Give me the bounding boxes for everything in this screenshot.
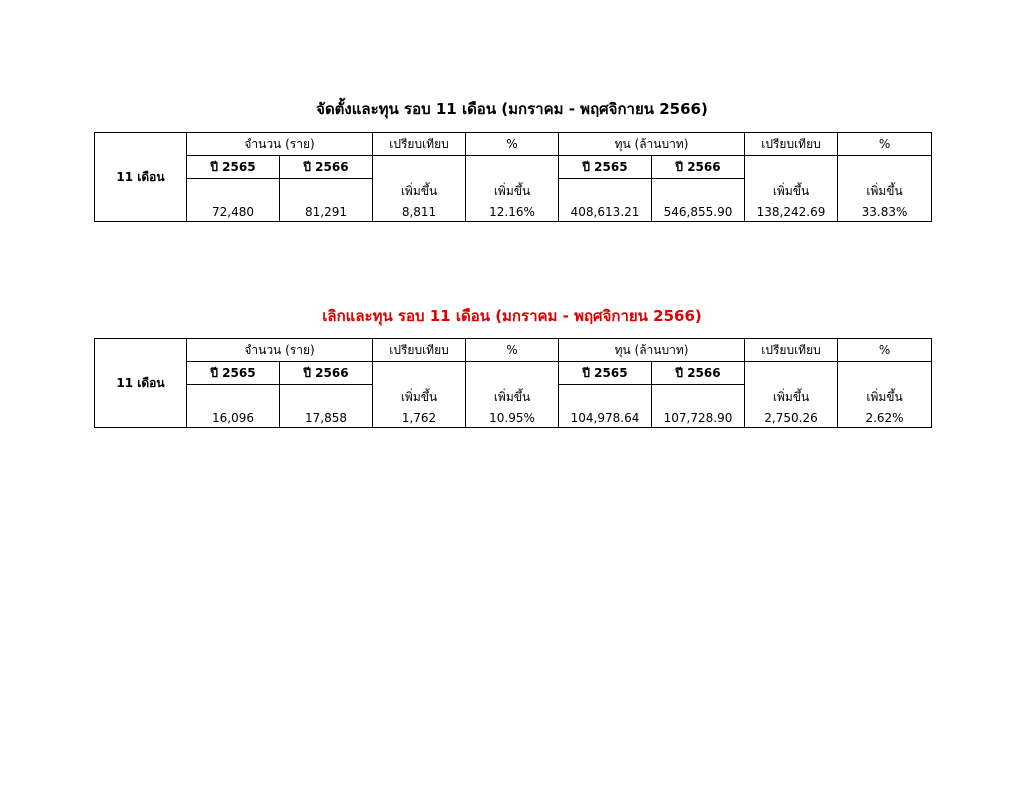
dissolved-capital-table — [94, 338, 932, 428]
section-title-dissolved: เลิกและทุน รอบ 11 เดือน (มกราคม - พฤศจิกายน 2566) — [322, 307, 702, 325]
section-title-established: จัดตั้งและทุน รอบ 11 เดือน (มกราคม - พฤศจิกายน 2566) — [316, 100, 708, 118]
count-pct-value: 12.16% — [466, 203, 559, 222]
period-label: 11 เดือน — [95, 339, 187, 428]
capital-percent-increase-label: เพิ่มขึ้น — [838, 156, 932, 204]
capital-prev-value: 104,978.64 — [559, 409, 652, 428]
header-row — [95, 339, 932, 362]
capital-compare-increase-label: เพิ่มขึ้น — [745, 362, 838, 410]
count-prev-value: 72,480 — [187, 203, 280, 222]
count-curr-value: 81,291 — [280, 203, 373, 222]
header-row — [95, 133, 932, 156]
capital-pct-value: 2.62% — [838, 409, 932, 428]
count-pct-value: 10.95% — [466, 409, 559, 428]
period-label: 11 เดือน — [95, 133, 187, 222]
compare-header: เปรียบเทียบ — [373, 133, 466, 156]
capital-header: ทุน (ล้านบาท) — [559, 339, 745, 362]
capital-prev-value: 408,613.21 — [559, 203, 652, 222]
count-header: จำนวน (ราย) — [187, 339, 373, 362]
capital-percent-increase-label: เพิ่มขึ้น — [838, 362, 932, 410]
capital-diff-value: 2,750.26 — [745, 409, 838, 428]
capital-percent-header: % — [838, 133, 932, 156]
count-year-prev: ปี 2565 — [187, 362, 280, 385]
capital-diff-value: 138,242.69 — [745, 203, 838, 222]
percent-increase-label: เพิ่มขึ้น — [466, 156, 559, 204]
capital-pct-value: 33.83% — [838, 203, 932, 222]
percent-header: % — [466, 133, 559, 156]
compare-header: เปรียบเทียบ — [373, 339, 466, 362]
year-row — [95, 362, 932, 385]
capital-percent-header: % — [838, 339, 932, 362]
capital-header: ทุน (ล้านบาท) — [559, 133, 745, 156]
percent-header: % — [466, 339, 559, 362]
count-diff-value: 8,811 — [373, 203, 466, 222]
count-prev-value: 16,096 — [187, 409, 280, 428]
count-header: จำนวน (ราย) — [187, 133, 373, 156]
count-year-curr: ปี 2566 — [280, 156, 373, 179]
count-curr-value: 17,858 — [280, 409, 373, 428]
established-capital-table — [94, 132, 932, 222]
capital-curr-value: 107,728.90 — [652, 409, 745, 428]
capital-compare-header: เปรียบเทียบ — [745, 133, 838, 156]
compare-increase-label: เพิ่มขึ้น — [373, 156, 466, 204]
capital-compare-header: เปรียบเทียบ — [745, 339, 838, 362]
count-year-curr: ปี 2566 — [280, 362, 373, 385]
value-row — [95, 203, 932, 222]
capital-year-curr: ปี 2566 — [652, 362, 745, 385]
capital-curr-value: 546,855.90 — [652, 203, 745, 222]
count-year-prev: ปี 2565 — [187, 156, 280, 179]
year-row — [95, 156, 932, 179]
capital-year-curr: ปี 2566 — [652, 156, 745, 179]
compare-increase-label: เพิ่มขึ้น — [373, 362, 466, 410]
value-row — [95, 409, 932, 428]
percent-increase-label: เพิ่มขึ้น — [466, 362, 559, 410]
count-diff-value: 1,762 — [373, 409, 466, 428]
capital-year-prev: ปี 2565 — [559, 362, 652, 385]
capital-compare-increase-label: เพิ่มขึ้น — [745, 156, 838, 204]
capital-year-prev: ปี 2565 — [559, 156, 652, 179]
